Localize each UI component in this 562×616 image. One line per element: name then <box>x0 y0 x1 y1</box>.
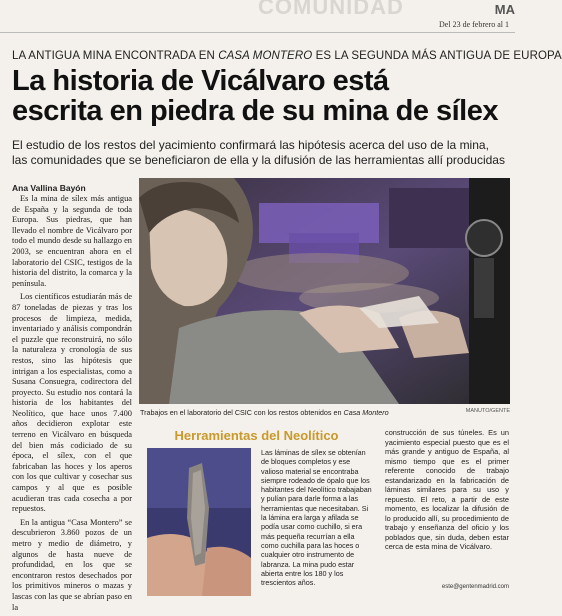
body-paragraph-1: Es la mina de sílex más antigua de España y la segunda de toda Europa. Sus piedras, que han llevado el nombre de Vicálvaro por todo el mundo desde su hallazgo en 2003, se encuentran ahora en el laboratorio del CSIC, testigos de la historia del distrito, la comarca y la península. <box>12 194 132 288</box>
flint-tool-photo <box>147 448 251 596</box>
lab-photo-image <box>139 178 510 404</box>
body-paragraph-3: En la antigua “Casa Montero” se descubrieron 3.860 pozos de un metro y medio de diámetro, y algunos de hasta nueve de profundidad, en los que se encontraron restos desechados por los primitivos mineros o mazas y lascas con las que se abrían paso en la <box>12 517 132 612</box>
headline-line-1: La historia de Vicálvaro está <box>12 65 389 97</box>
sidebar-box-title: Herramientas del Neolítico <box>174 428 339 443</box>
deck-line-1: El estudio de los restos del yacimiento confirmará las hipótesis acerca del uso de la mina, <box>12 138 489 152</box>
headline <box>12 66 512 126</box>
body-column <box>12 194 132 616</box>
faded-page-title: COMUNIDAD <box>258 0 404 19</box>
contact-email: este@gentenmadrid.com <box>441 584 509 590</box>
headline-line-2: escrita en piedra de su mina de sílex <box>12 95 498 127</box>
lab-photo <box>139 178 510 404</box>
deck-line-2: las comunidades que se beneficiaron de ella y la difusión de las herramientas allí producidas <box>12 153 505 167</box>
kicker-italic: CASA MONTERO <box>218 50 313 62</box>
sidebar-box-text <box>261 448 374 587</box>
sidebar-box-paragraph: Las láminas de sílex se obtenían de bloques completos y ese valioso material se encontraba siempre rodeado de ópalo que los habitantes del Neolítico trabajaban y pulían para darle forma a las herramientas que necesitaban. Si la lámina era larga y afilada se podía usar como cuchillo, si era más pequeña recurrían a ella como cuchilla para las hoces o cualquier otro instrumento de labranza. La mina pudo estar abierta entre los 180 y los trescientos años. <box>261 448 372 588</box>
flint-tool-image <box>147 448 251 596</box>
kicker-text-end: ES LA SEGUNDA MÁS ANTIGUA DE EUROPA <box>312 50 562 62</box>
kicker-text: LA ANTIGUA MINA ENCONTRADA EN <box>12 50 219 62</box>
kicker <box>12 50 562 62</box>
byline: Ana Vallina Bayón <box>12 183 86 193</box>
deck <box>12 138 512 168</box>
caption-italic: Casa Montero <box>343 408 389 417</box>
body-column-continuation <box>385 428 509 552</box>
photo-credit: MANUTO/GENTE <box>465 408 510 414</box>
masthead-rule <box>0 32 515 33</box>
body-paragraph-2: Los científicos estudiarán más de 87 toneladas de piezas y tras los procesos de limpieza, medida, inventariado y análisis compondrán el puzzle que reconstruirá, no sólo la naturaleza y cronología de sus restos, sino las hipótesis que intrigan a los especialistas, como a Susana Consuegra, codirectora del proyecto. Su estudio nos contará la historia de los habitantes del Neolítico, que hace unos 7.400 años decidieron explotar este terreno en Vicálvaro en búsqueda del bien más codiciado de su época, el sílex, con el que fabricaban las hoces y los aperos con los que cultivar y cosechar sus campos y al que es posible acudieran tras cada cosecha a por repuestos. <box>12 292 132 514</box>
caption-text: Trabajos en el laboratorio del CSIC con los restos obtenidos en <box>140 408 344 417</box>
sidebar-box <box>139 418 374 596</box>
continuation-paragraph: construcción de sus túneles. Es un yacimiento especial puesto que es el más grande y antiguo de España, al mismo tiempo que es el primer referente conocido de trabajo estandarizado en la fabricación de láminas similares para su uso y repuesto. El reto, a partir de este momento, es localizar la difusión de lo producido allí, su procedimiento de trabajo y enseñanza del oficio y los poblados que, sin duda, deben estar cerca de esta mina de Vicálvaro. <box>385 428 509 551</box>
issue-date: Del 23 de febrero al 1 <box>439 20 509 29</box>
section-label: MA <box>494 2 515 17</box>
photo-caption <box>140 408 510 417</box>
masthead <box>0 0 515 30</box>
